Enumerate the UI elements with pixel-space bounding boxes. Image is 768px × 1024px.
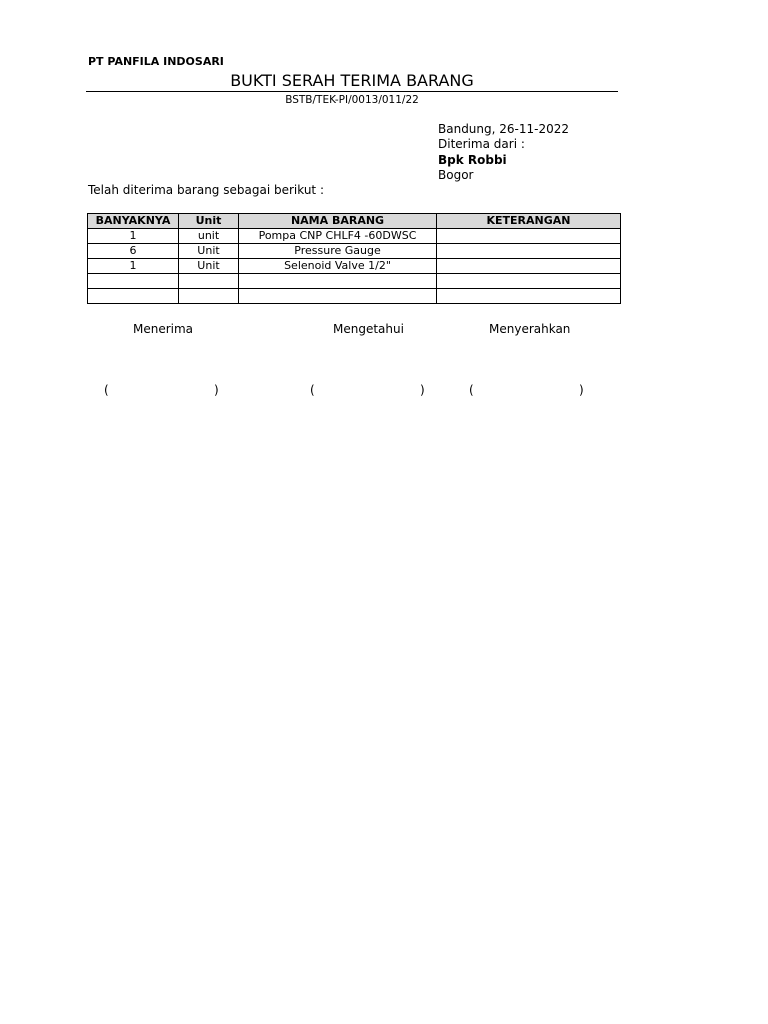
signature-label-acknowledger: Mengetahui xyxy=(333,322,404,336)
cell-item-name: Pompa CNP CHLF4 -60DWSC xyxy=(239,229,437,244)
document-title: BUKTI SERAH TERIMA BARANG xyxy=(230,71,474,90)
sender-name: Bpk Robbi xyxy=(438,153,507,167)
cell-unit xyxy=(179,274,239,289)
table-row xyxy=(88,274,621,289)
signature-close-paren-acknowledger: ) xyxy=(420,383,425,397)
signature-label-giver: Menyerahkan xyxy=(489,322,571,336)
cell-unit xyxy=(179,289,239,304)
cell-unit: Unit xyxy=(179,244,239,259)
cell-unit: unit xyxy=(179,229,239,244)
items-table xyxy=(87,213,621,304)
document-number: BSTB/TEK-PI/0013/011/22 xyxy=(285,94,419,106)
table-row xyxy=(88,229,621,244)
cell-item-name: Pressure Gauge xyxy=(239,244,437,259)
signature-open-paren-giver: ( xyxy=(469,383,474,397)
cell-remarks xyxy=(437,274,621,289)
table-row xyxy=(88,259,621,274)
header-quantity: BANYAKNYA xyxy=(88,214,179,229)
signature-close-paren-receiver: ) xyxy=(214,383,219,397)
received-from-label: Diterima dari : xyxy=(438,137,525,151)
table-header-row xyxy=(88,214,621,229)
cell-remarks xyxy=(437,244,621,259)
signature-open-paren-receiver: ( xyxy=(104,383,109,397)
cell-quantity xyxy=(88,289,179,304)
cell-item-name xyxy=(239,274,437,289)
table-row xyxy=(88,289,621,304)
cell-quantity: 6 xyxy=(88,244,179,259)
sender-city: Bogor xyxy=(438,168,474,182)
cell-remarks xyxy=(437,259,621,274)
table-row xyxy=(88,244,621,259)
signature-close-paren-giver: ) xyxy=(579,383,584,397)
header-unit: Unit xyxy=(179,214,239,229)
cell-item-name: Selenoid Valve 1/2" xyxy=(239,259,437,274)
cell-remarks xyxy=(437,289,621,304)
header-remarks: KETERANGAN xyxy=(437,214,621,229)
cell-quantity xyxy=(88,274,179,289)
intro-text: Telah diterima barang sebagai berikut : xyxy=(88,183,324,197)
cell-unit: Unit xyxy=(179,259,239,274)
header-item-name: NAMA BARANG xyxy=(239,214,437,229)
cell-item-name xyxy=(239,289,437,304)
title-underline xyxy=(86,91,618,92)
cell-quantity: 1 xyxy=(88,229,179,244)
cell-quantity: 1 xyxy=(88,259,179,274)
signature-label-receiver: Menerima xyxy=(133,322,194,336)
signature-open-paren-acknowledger: ( xyxy=(310,383,315,397)
document-date: Bandung, 26-11-2022 xyxy=(438,122,570,136)
cell-remarks xyxy=(437,229,621,244)
company-name: PT PANFILA INDOSARI xyxy=(88,55,224,68)
